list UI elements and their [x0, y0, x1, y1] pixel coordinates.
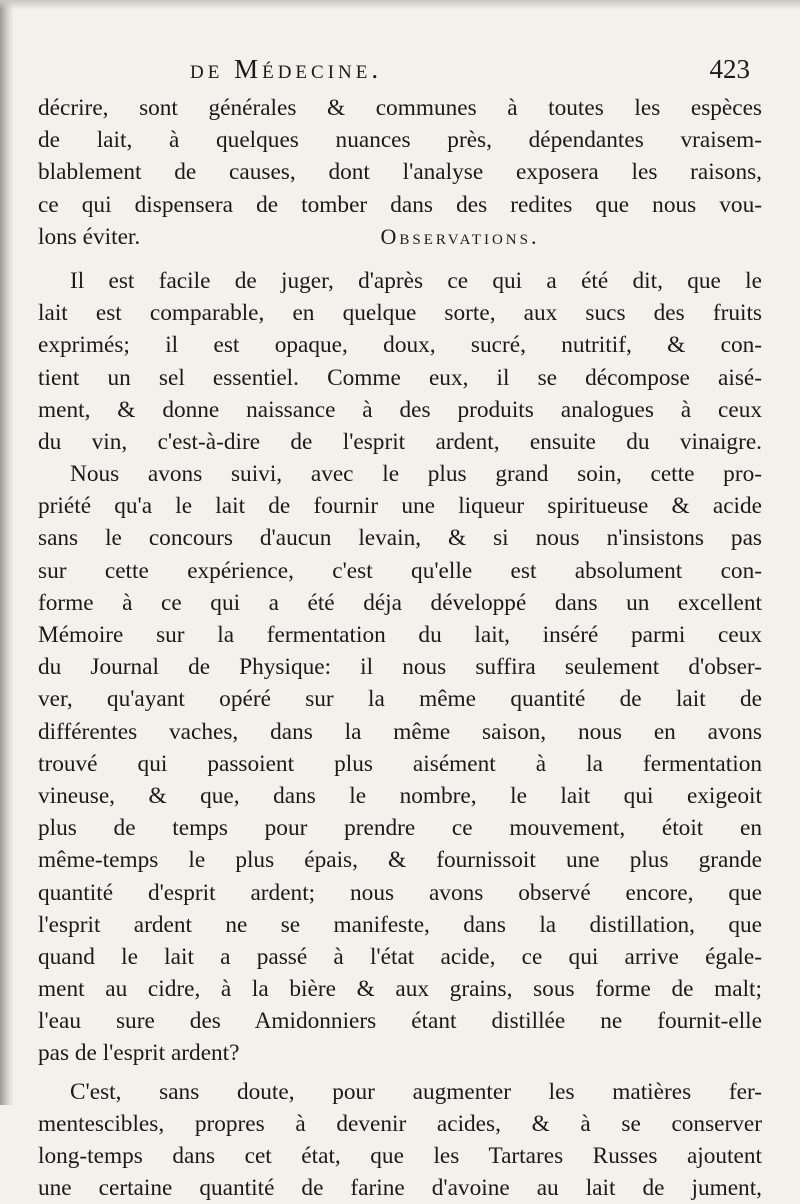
- text-line: du vin, c'est-à-dire de l'esprit ardent, ensuite du vinaigre.: [38, 428, 762, 455]
- text-line: l'eau sure des Amidonniers étant distillée ne fournit-elle: [38, 1008, 762, 1035]
- text-line: sans le concours d'aucun levain, & si nous n'insistons pas: [38, 525, 762, 552]
- text-line: du Journal de Physique: il nous suffira seulement d'obser-: [38, 654, 762, 681]
- text-line: lons éviter.: [38, 223, 141, 250]
- text-line: de lait, à quelques nuances près, dépendantes vraisem-: [38, 127, 762, 154]
- text-line: Mémoire sur la fermentation du lait, inséré parmi ceux: [38, 622, 762, 648]
- running-head: [190, 54, 750, 94]
- page-top-shadow: [0, 0, 800, 10]
- running-title: de Médecine.: [190, 54, 383, 84]
- text-line: l'esprit ardent ne se manifeste, dans la distillation, que: [38, 911, 762, 938]
- text-line: forme à ce qui a été déja développé dans un excellent: [38, 589, 762, 616]
- text-line: priété qu'a le lait de fournir une liqueur spiritueuse & acide: [38, 493, 762, 520]
- text-line: Il est facile de juger, d'après ce qui a été dit, que le: [70, 267, 762, 294]
- text-line: quand le lait a passé à l'état acide, ce qui arrive égale-: [38, 943, 762, 970]
- text-line: blablement de causes, dont l'analyse exposera les raisons,: [38, 159, 762, 186]
- text-line: tient un sel essentiel. Comme eux, il se décompose aisé-: [38, 364, 762, 391]
- page-gutter-shadow: [0, 0, 14, 1105]
- text-line: sur cette expérience, c'est qu'elle est absolument con-: [38, 557, 762, 584]
- text-line: ver, qu'ayant opéré sur la même quantité de lait de: [38, 686, 762, 713]
- paragraph-3: [38, 458, 762, 1070]
- text-line: plus de temps pour prendre ce mouvement, étoit en: [38, 815, 762, 842]
- text-line: différentes vaches, dans la même saison, nous en avons: [38, 718, 762, 745]
- text-line: décrire, sont générales & communes à toutes les espèces: [38, 95, 762, 121]
- text-line: lait est comparable, en quelque sorte, aux sucs des fruits: [38, 300, 762, 327]
- page-number: 423: [709, 54, 750, 84]
- paragraph-4: [38, 1076, 762, 1204]
- text-line: même-temps le plus épais, & fournissoit une plus grande: [38, 847, 762, 874]
- section-heading: Observations.: [380, 223, 540, 249]
- text-line: mentescibles, propres à devenir acides, & à se conserver: [38, 1110, 762, 1137]
- text-line: trouvé qui passoient plus aisément à la fermentation: [38, 750, 762, 777]
- text-line: exprimés; il est opaque, doux, sucré, nutritif, & con-: [38, 332, 762, 359]
- text-line: quantité d'esprit ardent; nous avons observé encore, que: [38, 879, 762, 906]
- text-line: C'est, sans doute, pour augmenter les matières fer-: [70, 1078, 762, 1105]
- text-line: une certaine quantité de farine d'avoine au lait de jument,: [38, 1175, 762, 1202]
- text-line: vineuse, & que, dans le nombre, le lait qui exigeoit: [38, 782, 762, 809]
- text-line: ment, & donne naissance à des produits analogues à ceux: [38, 396, 762, 423]
- text-line: ce qui dispensera de tomber dans des redites que nous vou-: [38, 191, 762, 218]
- text-line: ment au cidre, à la bière & aux grains, sous forme de malt;: [38, 976, 762, 1003]
- text-line: pas de l'esprit ardent?: [38, 1040, 240, 1067]
- text-line: long-temps dans cet état, que les Tartares Russes ajoutent: [38, 1143, 762, 1169]
- text-line: Nous avons suivi, avec le plus grand soin, cette pro-: [70, 461, 762, 488]
- body-text: [38, 92, 762, 1204]
- paragraph-2: [38, 265, 762, 458]
